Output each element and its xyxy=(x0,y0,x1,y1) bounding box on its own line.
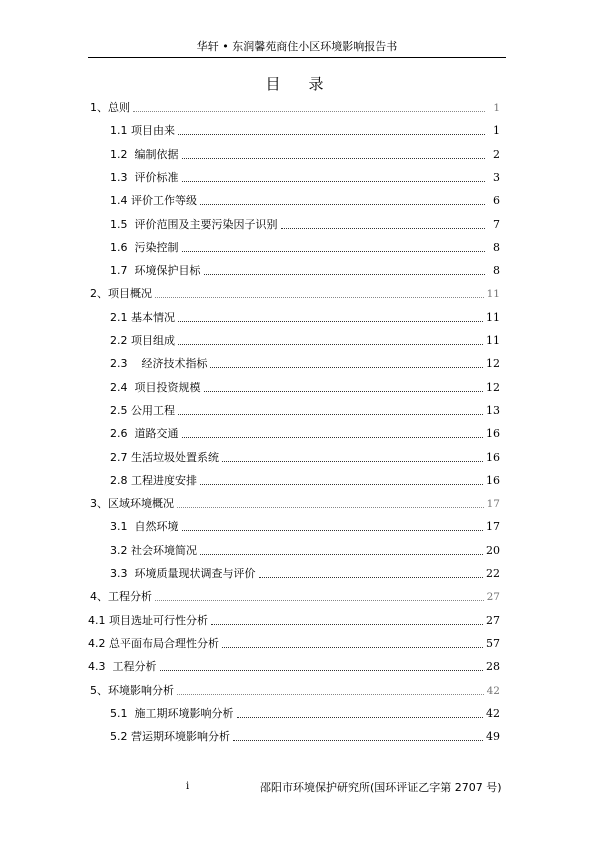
toc-entry[interactable] xyxy=(90,588,500,604)
toc-entry[interactable] xyxy=(90,285,500,301)
header-rule xyxy=(88,57,506,58)
toc-entry-label: 2、项目概况 xyxy=(90,287,152,301)
toc-entry-page: 16 xyxy=(486,427,500,441)
toc-entry[interactable] xyxy=(110,309,500,325)
toc-entry-label: 2.5 公用工程 xyxy=(110,403,175,417)
toc-entry[interactable] xyxy=(110,169,500,185)
toc-entry[interactable] xyxy=(110,332,500,348)
toc-entry-page: 3 xyxy=(493,170,500,184)
footer-organization: 邵阳市环境保护研究所(国环评证乙字第 2707 号) xyxy=(260,781,502,794)
toc-leader-dots xyxy=(200,204,485,205)
toc-entry[interactable] xyxy=(110,355,500,371)
toc-entry[interactable] xyxy=(88,635,500,651)
toc-entry-label: 3、区域环境概况 xyxy=(90,497,174,511)
toc-leader-dots xyxy=(182,181,486,182)
toc-entry-label: 1.4 评价工作等级 xyxy=(110,194,197,208)
toc-leader-dots xyxy=(155,600,484,601)
toc-leader-dots xyxy=(160,670,484,671)
toc-entry[interactable] xyxy=(90,99,500,115)
toc-entry[interactable] xyxy=(110,728,500,744)
toc-entry-label: 1.2 编制依据 xyxy=(110,147,179,161)
toc-entry-label: 1.7 环境保护目标 xyxy=(110,264,201,278)
toc-entry-page: 17 xyxy=(486,520,500,534)
toc-leader-dots xyxy=(233,740,483,741)
toc-leader-dots xyxy=(222,647,483,648)
toc-entry[interactable] xyxy=(110,542,500,558)
toc-entry-page: 17 xyxy=(486,498,500,511)
toc-leader-dots xyxy=(237,717,484,718)
toc-leader-dots xyxy=(178,134,485,135)
footer-page-number: i xyxy=(186,781,190,792)
toc-entry-page: 1 xyxy=(493,102,500,114)
toc-entry[interactable] xyxy=(110,122,500,138)
toc-entry-label: 1.1 项目由来 xyxy=(110,124,175,138)
toc-entry[interactable] xyxy=(110,239,500,255)
toc-entry[interactable] xyxy=(90,682,500,698)
toc-entry-page: 12 xyxy=(486,380,500,394)
toc-entry-label: 2.8 工程进度安排 xyxy=(110,473,197,487)
toc-leader-dots xyxy=(182,158,486,159)
toc-entry-page: 11 xyxy=(486,288,500,301)
toc-entry[interactable] xyxy=(110,425,500,441)
toc-entry-label: 2.3 经济技术指标 xyxy=(110,357,208,371)
toc-leader-dots xyxy=(177,507,484,508)
toc-entry-page: 13 xyxy=(486,403,500,417)
toc-leader-dots xyxy=(211,624,483,625)
toc-entry-label: 2.1 基本情况 xyxy=(110,310,175,324)
toc-entry[interactable] xyxy=(110,402,500,418)
toc-entry[interactable] xyxy=(90,495,500,511)
toc-entry-page: 42 xyxy=(486,706,500,720)
toc-entry-page: 27 xyxy=(486,613,500,627)
toc-leader-dots xyxy=(204,274,486,275)
toc-entry-label: 5.1 施工期环境影响分析 xyxy=(110,706,234,720)
toc-leader-dots xyxy=(178,414,483,415)
toc-entry-page: 16 xyxy=(486,473,500,487)
toc-leader-dots xyxy=(182,437,484,438)
toc-entry[interactable] xyxy=(110,146,500,162)
toc-entry-label: 1、总则 xyxy=(90,101,130,114)
toc-entry-page: 27 xyxy=(486,591,500,604)
toc-entry[interactable] xyxy=(110,216,500,232)
toc-entry-page: 22 xyxy=(486,567,500,580)
toc-entry[interactable] xyxy=(110,472,500,488)
toc-entry[interactable] xyxy=(110,565,500,581)
toc-entry-page: 8 xyxy=(493,264,500,278)
toc-entry[interactable] xyxy=(110,705,500,721)
toc-entry-label: 5、环境影响分析 xyxy=(90,683,174,697)
toc-entry-label: 4.1 项目选址可行性分析 xyxy=(88,613,208,627)
toc-entry[interactable] xyxy=(88,612,500,628)
toc-entry-label: 2.6 道路交通 xyxy=(110,427,179,441)
toc-leader-dots xyxy=(204,391,484,392)
toc-entry[interactable] xyxy=(110,449,500,465)
toc-entry-label: 2.4 项目投资规模 xyxy=(110,380,201,394)
toc-leader-dots xyxy=(182,530,484,531)
toc-entry[interactable] xyxy=(110,192,500,208)
toc-leader-dots xyxy=(178,321,483,322)
toc-entry-page: 2 xyxy=(493,147,500,161)
toc-leader-dots xyxy=(155,297,484,298)
toc-leader-dots xyxy=(281,228,486,229)
toc-entry-page: 12 xyxy=(486,357,500,371)
toc-entry-label: 1.5 评价范围及主要污染因子识别 xyxy=(110,217,278,231)
toc-leader-dots xyxy=(178,344,483,345)
toc-leader-dots xyxy=(200,484,483,485)
toc-entry-label: 1.6 污染控制 xyxy=(110,240,179,254)
toc-entry[interactable] xyxy=(88,658,500,674)
toc-entry-page: 11 xyxy=(486,310,500,324)
toc-entry-page: 6 xyxy=(493,194,500,208)
toc-entry-label: 3.3 环境质量现状调查与评价 xyxy=(110,567,256,580)
toc-entry[interactable] xyxy=(110,518,500,534)
toc-entry-page: 11 xyxy=(486,334,500,347)
toc-entry-label: 4、工程分析 xyxy=(90,590,152,604)
toc-leader-dots xyxy=(200,554,483,555)
toc-entry[interactable] xyxy=(110,379,500,395)
toc-entry-page: 28 xyxy=(486,660,500,674)
toc-leader-dots xyxy=(182,251,486,252)
toc-entry-label: 4.2 总平面布局合理性分析 xyxy=(88,636,219,650)
toc-entry-label: 2.2 项目组成 xyxy=(110,334,175,347)
toc-entry[interactable] xyxy=(110,262,500,278)
toc-title: 目录 xyxy=(265,75,352,93)
toc-leader-dots xyxy=(222,461,483,462)
toc-entry-label: 5.2 营运期环境影响分析 xyxy=(110,730,230,744)
toc-leader-dots xyxy=(210,367,483,368)
toc-entry-label: 4.3 工程分析 xyxy=(88,660,157,674)
toc-entry-label: 1.3 评价标准 xyxy=(110,170,179,184)
toc-entry-label: 3.2 社会环境简况 xyxy=(110,543,197,557)
page-header: 华轩 • 东润馨苑商住小区环境影响报告书 xyxy=(196,40,398,53)
toc-entry-label: 3.1 自然环境 xyxy=(110,520,179,534)
toc-entry-page: 1 xyxy=(493,124,500,138)
toc-entry-page: 42 xyxy=(486,684,500,697)
toc-entry-page: 49 xyxy=(486,730,500,744)
toc-entry-page: 16 xyxy=(486,450,500,464)
toc-leader-dots xyxy=(133,111,485,112)
toc-entry-label: 2.7 生活垃圾处置系统 xyxy=(110,450,219,464)
toc-entry-page: 8 xyxy=(493,240,500,254)
toc-entry-page: 57 xyxy=(486,636,500,650)
toc-leader-dots xyxy=(177,694,484,695)
toc-entry-page: 20 xyxy=(486,543,500,557)
toc-leader-dots xyxy=(259,577,484,578)
toc-entry-page: 7 xyxy=(493,217,500,231)
